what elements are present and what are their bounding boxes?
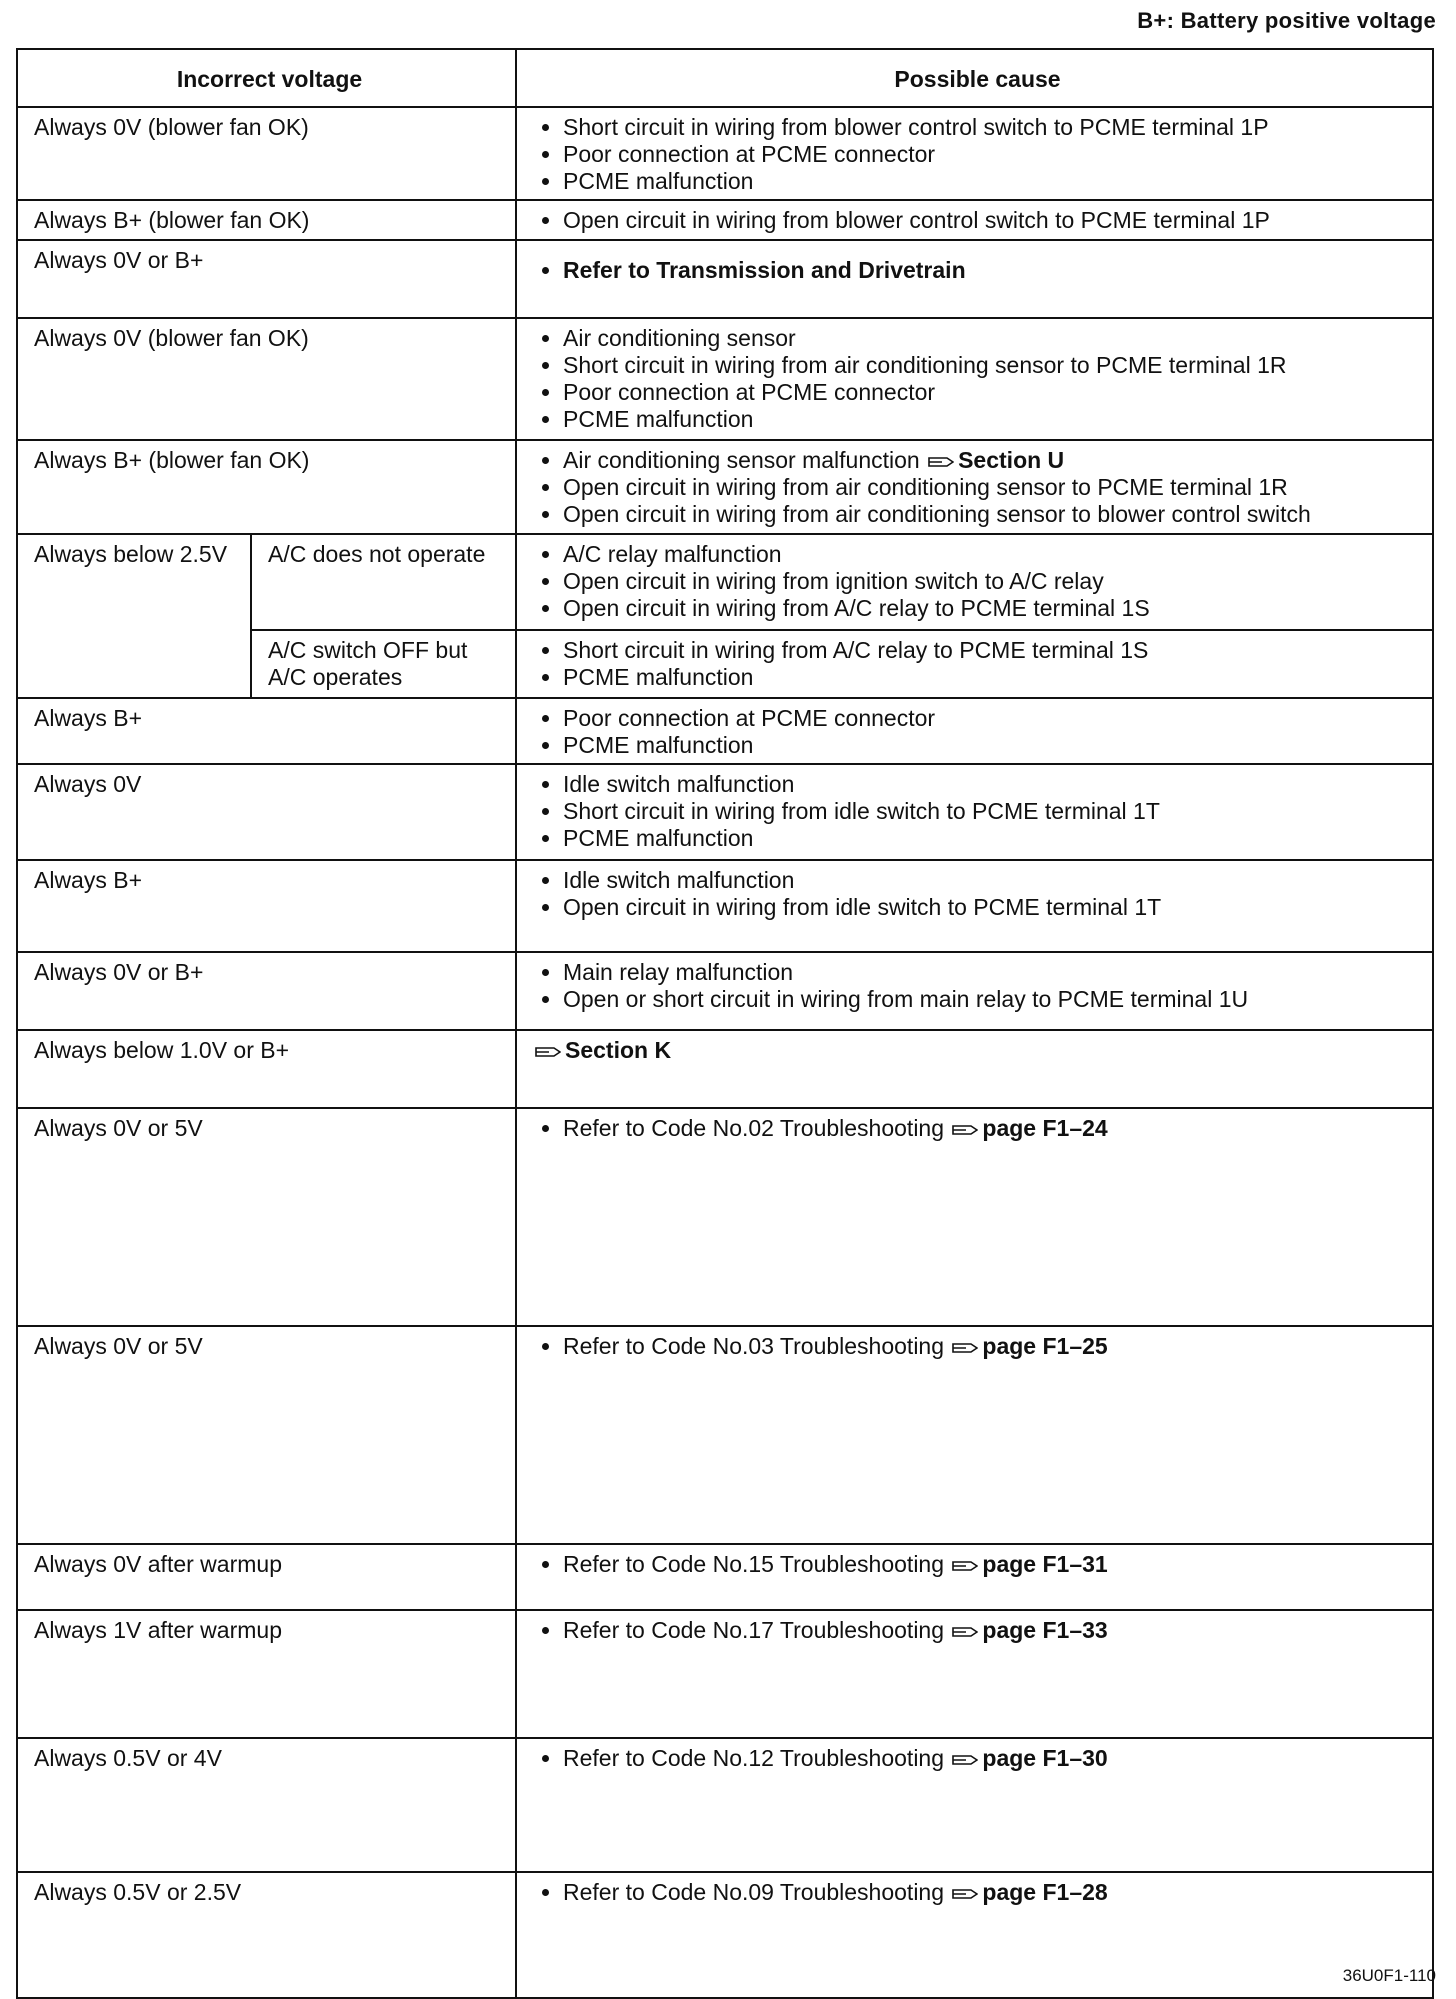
cause-cell xyxy=(516,1610,1433,1738)
cause-item: • Open circuit in wiring from idle switch to PCME terminal 1T xyxy=(563,894,1422,921)
cause-item xyxy=(563,1551,1422,1578)
voltage-cell: Always below 1.0V or B+ xyxy=(17,1030,516,1108)
table-row xyxy=(17,860,1433,952)
page-reference[interactable]: page F1–30 xyxy=(982,1745,1108,1771)
table-row xyxy=(17,240,1433,318)
cause-item: • Main relay malfunction xyxy=(563,959,1422,986)
table-row xyxy=(17,1030,1433,1108)
cause-item: • Poor connection at PCME connector xyxy=(563,141,1422,168)
pointing-hand-icon xyxy=(952,1887,978,1901)
cause-cell xyxy=(516,698,1433,764)
table-row xyxy=(17,1738,1433,1872)
voltage-cell: Always 0V or B+ xyxy=(17,240,516,318)
pointing-hand-icon xyxy=(535,1045,561,1059)
table-row xyxy=(17,107,1433,200)
table-row xyxy=(17,1872,1433,1998)
cause-item xyxy=(563,1617,1422,1644)
voltage-cell: Always B+ xyxy=(17,698,516,764)
cause-cell xyxy=(516,200,1433,240)
voltage-cell: Always 0V (blower fan OK) xyxy=(17,318,516,440)
cause-item: • Open circuit in wiring from ignition switch to A/C relay xyxy=(563,568,1422,595)
page-reference[interactable]: page F1–31 xyxy=(982,1551,1108,1577)
cause-text: Refer to Code No.12 Troubleshooting xyxy=(563,1745,945,1771)
cause-item: • Short circuit in wiring from A/C relay to PCME terminal 1S xyxy=(563,637,1422,664)
cause-text: Air conditioning sensor malfunction xyxy=(563,447,920,473)
page-reference[interactable]: page F1–28 xyxy=(982,1879,1108,1905)
voltage-cell: Always B+ (blower fan OK) xyxy=(17,440,516,534)
cause-item xyxy=(563,1115,1422,1142)
cause-text: Refer to Code No.02 Troubleshooting xyxy=(563,1115,945,1141)
cause-cell xyxy=(516,318,1433,440)
table-row xyxy=(17,698,1433,764)
troubleshooting-table xyxy=(16,48,1434,1999)
voltage-cell: Always 0.5V or 4V xyxy=(17,1738,516,1872)
cause-item xyxy=(563,1745,1422,1772)
cause-text: Refer to Code No.03 Troubleshooting xyxy=(563,1333,945,1359)
cause-item xyxy=(563,447,1422,474)
cause-item: • Open circuit in wiring from blower control switch to PCME terminal 1P xyxy=(563,207,1422,234)
table-row xyxy=(17,318,1433,440)
voltage-cell: Always 0V after warmup xyxy=(17,1544,516,1610)
cause-text: Refer to Code No.17 Troubleshooting xyxy=(563,1617,945,1643)
cause-item: • Idle switch malfunction xyxy=(563,771,1422,798)
cause-item: • A/C relay malfunction xyxy=(563,541,1422,568)
table-row xyxy=(17,764,1433,860)
pointing-hand-icon xyxy=(952,1625,978,1639)
cause-cell xyxy=(516,1738,1433,1872)
voltage-cell: Always below 2.5V xyxy=(17,534,251,698)
table-row xyxy=(17,200,1433,240)
cause-cell xyxy=(516,952,1433,1030)
cause-cell xyxy=(516,1326,1433,1544)
cause-item: • Open circuit in wiring from air conditioning sensor to PCME terminal 1R xyxy=(563,474,1422,501)
voltage-cell: Always 0V or 5V xyxy=(17,1108,516,1326)
voltage-cell: Always 0V (blower fan OK) xyxy=(17,107,516,200)
voltage-cell: Always B+ (blower fan OK) xyxy=(17,200,516,240)
condition-cell: A/C switch OFF but A/C operates xyxy=(251,630,516,698)
cause-item: • Open or short circuit in wiring from main relay to PCME terminal 1U xyxy=(563,986,1422,1013)
voltage-cell: Always 0V xyxy=(17,764,516,860)
voltage-cell: Always 0.5V or 2.5V xyxy=(17,1872,516,1998)
pointing-hand-icon xyxy=(952,1559,978,1573)
pointing-hand-icon xyxy=(928,455,954,469)
table-row xyxy=(17,440,1433,534)
section-reference[interactable]: Section K xyxy=(565,1037,672,1063)
cause-item xyxy=(563,1333,1422,1360)
cause-item: • Short circuit in wiring from blower control switch to PCME terminal 1P xyxy=(563,114,1422,141)
cause-item: • PCME malfunction xyxy=(563,406,1422,433)
cause-cell xyxy=(516,534,1433,630)
cause-item: • Poor connection at PCME connector xyxy=(563,705,1422,732)
cause-item: • Short circuit in wiring from idle switch to PCME terminal 1T xyxy=(563,798,1422,825)
page-reference[interactable]: page F1–33 xyxy=(982,1617,1108,1643)
section-reference[interactable]: Section U xyxy=(958,447,1065,473)
table-row xyxy=(17,952,1433,1030)
cause-cell xyxy=(516,240,1433,318)
cause-item: • Poor connection at PCME connector xyxy=(563,379,1422,406)
table-row xyxy=(17,1610,1433,1738)
cause-item: • PCME malfunction xyxy=(563,732,1422,759)
header-incorrect-voltage: Incorrect voltage xyxy=(17,49,516,107)
table-row xyxy=(17,1544,1433,1610)
cause-cell xyxy=(516,107,1433,200)
condition-cell: A/C does not operate xyxy=(251,534,516,630)
table-header-row xyxy=(17,49,1433,107)
pointing-hand-icon xyxy=(952,1123,978,1137)
cause-cell xyxy=(516,1872,1433,1998)
table-row xyxy=(17,1108,1433,1326)
cause-cell xyxy=(516,630,1433,698)
pointing-hand-icon xyxy=(952,1341,978,1355)
cause-cell xyxy=(516,860,1433,952)
page-reference[interactable]: page F1–24 xyxy=(982,1115,1108,1141)
cause-item: • Open circuit in wiring from air conditioning sensor to blower control switch xyxy=(563,501,1422,528)
cause-cell xyxy=(516,1108,1433,1326)
voltage-cell: Always 1V after warmup xyxy=(17,1610,516,1738)
table-row xyxy=(17,1326,1433,1544)
header-possible-cause: Possible cause xyxy=(516,49,1433,107)
cause-cell xyxy=(516,764,1433,860)
cause-item: • Air conditioning sensor xyxy=(563,325,1422,352)
voltage-cell: Always 0V or 5V xyxy=(17,1326,516,1544)
figure-code: 36U0F1-110 xyxy=(1342,1966,1436,1985)
transmission-reference: Refer to Transmission and Drivetrain xyxy=(563,257,966,283)
legend-battery-positive: B+: Battery positive voltage xyxy=(1137,8,1436,33)
cause-text: Refer to Code No.09 Troubleshooting xyxy=(563,1879,945,1905)
cause-text: Refer to Code No.15 Troubleshooting xyxy=(563,1551,945,1577)
cause-cell xyxy=(516,1030,1433,1108)
cause-item: • Open circuit in wiring from A/C relay to PCME terminal 1S xyxy=(563,595,1422,622)
cause-item: • Short circuit in wiring from air conditioning sensor to PCME terminal 1R xyxy=(563,352,1422,379)
cause-item xyxy=(563,247,1422,284)
pointing-hand-icon xyxy=(952,1753,978,1767)
voltage-cell: Always 0V or B+ xyxy=(17,952,516,1030)
cause-cell xyxy=(516,1544,1433,1610)
cause-item: • PCME malfunction xyxy=(563,825,1422,852)
voltage-cell: Always B+ xyxy=(17,860,516,952)
cause-item xyxy=(563,1879,1422,1906)
cause-item: • Idle switch malfunction xyxy=(563,867,1422,894)
cause-cell xyxy=(516,440,1433,534)
cause-item: • PCME malfunction xyxy=(563,168,1422,195)
page-reference[interactable]: page F1–25 xyxy=(982,1333,1108,1359)
table-row xyxy=(17,534,1433,630)
cause-item: • PCME malfunction xyxy=(563,664,1422,691)
